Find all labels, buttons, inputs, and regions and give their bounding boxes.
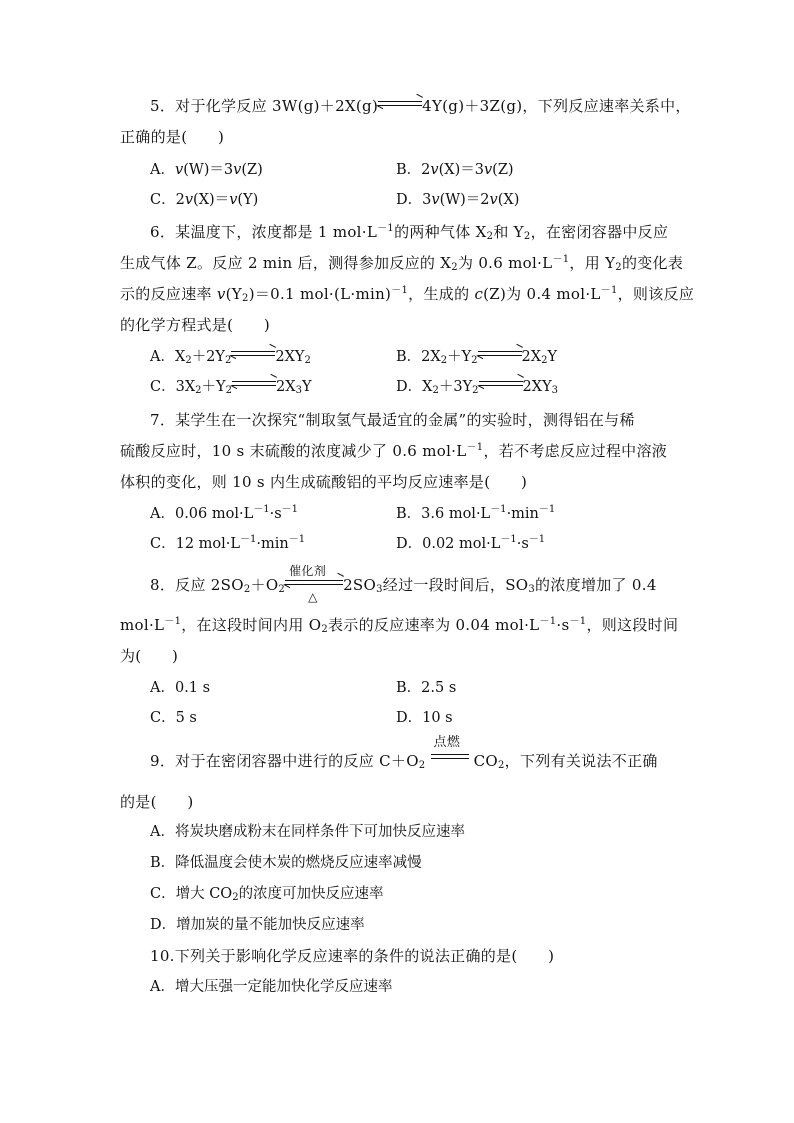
q6-stem-line3: 示的反应速率 $v(Y_2)=0.1$ $mol\cdot(L\cdot\min)^{-1}$，生成的 c(Z)为 0.4 $mol\cdot L^{-1}$，则该反应 xyxy=(120,285,695,304)
q8-stem-line2: $mol\cdot L^{-1}$，在这段时间内用 $O_2$表示的反应速率为 0.04 $mol\cdot L^{-1}\cdot s^{-1}$，则这段时间 xyxy=(120,616,679,635)
catalytic-reversible-arrow-icon: 催化剂 △ xyxy=(285,578,343,588)
q10-stem-line1: 10.下列关于影响化学反应速率的条件的说法正确的是( ) xyxy=(150,947,555,965)
q7-option-c: C．12 $mol\cdot L^{-1}\cdot\min^{-1}$ xyxy=(150,534,306,552)
q9-option-c: C．增大 $CO_2$的浓度可加快反应速率 xyxy=(150,886,384,903)
reversible-arrow-icon xyxy=(232,379,276,389)
q6-option-b: B．$2X_2+Y_2$ $2X_2Y$ xyxy=(396,347,557,367)
q6-stem-line4: 的化学方程式是( ) xyxy=(120,316,271,334)
reversible-arrow-icon xyxy=(231,349,275,359)
ignite-equals-icon: 点燃 xyxy=(431,753,469,763)
q5-option-b: B．2v(X)＝3v(Z) xyxy=(396,162,514,178)
q8-option-a: A．0.1 s xyxy=(150,680,211,696)
q7-option-a: A．0.06 $mol\cdot L^{-1}\cdot s^{-1}$ xyxy=(150,504,299,522)
q9-option-a: A．将炭块磨成粉末在同样条件下可加快反应速率 xyxy=(150,824,465,840)
q7-option-d: D．0.02 $mol\cdot L^{-1}\cdot s^{-1}$ xyxy=(396,534,546,552)
q6-option-c: C．$3X_2+Y_2$ $2X_3Y$ xyxy=(150,377,312,397)
q5-option-a: A．v(W)＝3v(Z) xyxy=(150,162,263,178)
q7-stem-line3: 体积的变化，则 10 s 内生成硫酸铝的平均反应速率是( ) xyxy=(120,473,528,491)
q10-option-a: A．增大压强一定能加快化学反应速率 xyxy=(150,979,393,995)
q7-stem-line2: 硫酸反应时，10 s 末硫酸的浓度减少了 0.6 $mol\cdot L^{-1}$，若不考虑反应过程中溶液 xyxy=(120,442,668,460)
q5-stem-line1: 5．对于化学反应 3W(g)＋2X(g) 4Y(g)＋3Z(g)，下列反应速率关系中， xyxy=(150,96,691,116)
q8-option-c: C．5 s xyxy=(150,710,197,726)
q8-option-b: B．2.5 s xyxy=(396,680,457,696)
q7-stem-line1: 7．某学生在一次探究“制取氢气最适宜的金属”的实验时，测得铝在与稀 xyxy=(150,411,635,429)
q7-option-b: B．3.6 $mol\cdot L^{-1}\cdot\min^{-1}$ xyxy=(396,504,556,522)
q6-stem-line2: 生成气体 Z。反应 2 min 后，测得参加反应的 $X_2$为 0.6 $mol\cdot L^{-1}$，用 $Y_2$的变化表 xyxy=(120,254,684,273)
q8-stem-line1: 8．反应 $2SO_2+O_2$ 催化剂 △ $2SO_3$经过一段时间后，$SO_3$的浓度增加了 0.4 xyxy=(150,564,657,604)
q9-stem-line2: 的是( ) xyxy=(120,793,194,811)
reversible-arrow-icon xyxy=(478,349,522,359)
q6-stem-line1: 6．某温度下，浓度都是 1 $mol\cdot L^{-1}$的两种气体 $X_2$和 $Y_2$，在密闭容器中反应 xyxy=(150,223,669,242)
q5-option-c: C．2v(X)＝v(Y) xyxy=(150,192,259,208)
q9-option-b: B．降低温度会使木炭的燃烧反应速率减慢 xyxy=(150,855,422,871)
q6-option-a: A．$X_2+2Y_2$ $2XY_2$ xyxy=(150,347,311,367)
q8-stem-line3: 为( ) xyxy=(120,647,179,665)
q6-option-d: D．$X_2+3Y_2$ $2XY_3$ xyxy=(396,377,558,397)
q9-option-d: D．增加炭的量不能加快反应速率 xyxy=(150,917,365,933)
q5-option-d: D．3v(W)＝2v(X) xyxy=(396,192,520,208)
q9-stem-line1: 9．对于在密闭容器中进行的反应 $C+O_2$ 点燃 $CO_2$，下列有关说法不正确 xyxy=(150,735,658,771)
reversible-arrow-icon xyxy=(479,379,523,389)
q8-option-d: D．10 s xyxy=(396,710,453,726)
q5-stem-line2: 正确的是( ) xyxy=(120,128,225,146)
reversible-arrow-icon xyxy=(378,99,422,109)
